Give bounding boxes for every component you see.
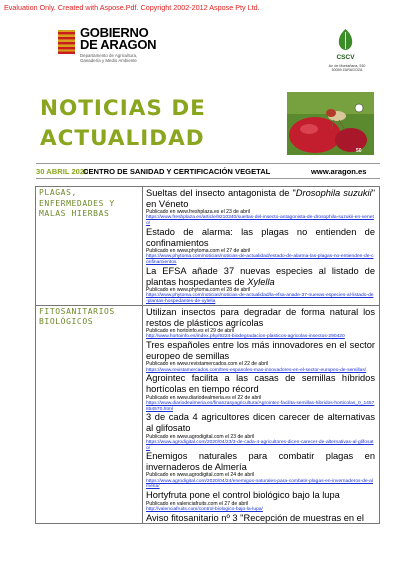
- news-item: [146, 188, 375, 227]
- evaluation-watermark: Evaluation Only. Created with Aspose.Pdf. Copyright 2002-2012 Aspose Pty Ltd.: [4, 3, 260, 12]
- aragon-crest-icon: [58, 30, 75, 54]
- news-title: Estado de alarma: las plagas no entienden de confinamientos: [146, 226, 375, 248]
- news-published: Publicado en www.freshplaza.es el 23 de abril: [146, 209, 250, 216]
- section-row-fitosanitarios: [36, 305, 380, 524]
- dateline: [36, 167, 380, 176]
- cscv-logo: [335, 28, 356, 62]
- center-address-line1: Av. de Montañana, 930: [328, 64, 366, 68]
- website-link[interactable]: www.aragon.es: [311, 167, 367, 176]
- news-link[interactable]: https://www.phytoma.com/noticias/noticias-de-actualidad/la-efsa-anade-37-nuevas-especies-al-listado-de-plantas-hospedantes-de-xylella: [146, 293, 374, 305]
- org-department-line1: Departamento de Agricultura,: [80, 53, 138, 58]
- news-table: [35, 186, 380, 524]
- divider-top: [36, 163, 380, 164]
- news-item: [146, 340, 375, 373]
- news-title: Tres españoles entre los más innovadores en el sector europeo de semillas: [146, 340, 375, 361]
- news-title: Utilizan insectos para degradar de forma natural los restos de plásticos agrícolas: [146, 306, 375, 328]
- divider-bottom: [36, 178, 380, 179]
- news-published: Publicado en www.diariodealmeria.es el 22 de abril: [146, 394, 262, 401]
- news-link[interactable]: https://www.agrodigital.com/2020/04/24/enemigos-naturales-para-combatir-plagas-en-invernaderos-de-almeria/: [146, 478, 373, 490]
- center-address: [326, 64, 368, 73]
- news-item: [146, 307, 375, 340]
- cscv-logo-text: CSCV: [336, 54, 355, 61]
- news-title: Enemigos naturales para combatir plagas en invernaderos de Almería: [146, 451, 375, 472]
- news-link[interactable]: http://valenciafruits.com/control-biologico-bajo-la-lupa/: [146, 507, 263, 513]
- news-published: Publicado en www.agrodigital.com el 23 de abril: [146, 433, 255, 440]
- news-title: 3 de cada 4 agricultores dicen carecer de alternativas al glifosato: [146, 412, 375, 433]
- news-published: Publicado en www.revistamercados.com el 22 de abril: [146, 361, 269, 368]
- issue-date: 30 ABRIL 2020: [36, 167, 89, 176]
- news-published: Publicado en hortoinfo.es el 29 de abril: [146, 328, 235, 335]
- org-department-line2: Ganadería y Medio Ambiente: [80, 58, 137, 64]
- news-item: [146, 490, 375, 513]
- section-items-fitosanitarios: [143, 305, 380, 524]
- insect-photo: [287, 92, 374, 155]
- center-name: CENTRO DE SANIDAD Y CERTIFICACIÓN VEGETAL: [83, 167, 271, 176]
- news-published: Publicado en www.phytoma.com el 27 de abril: [146, 248, 251, 255]
- news-title: La EFSA añade 37 nuevas especies al listado de plantas hospedantes de Xylella: [146, 265, 375, 287]
- section-row-plagas: [36, 187, 380, 306]
- news-item: [146, 227, 375, 266]
- news-item: [146, 451, 375, 490]
- section-category-plagas: PLAGAS, ENFERMEDADES Y MALAS HIERBAS: [36, 187, 143, 306]
- news-published: Publicado en valenciafruits.com el 27 de abril: [146, 500, 249, 507]
- news-published: Publicado en www.agrodigital.com el 24 de abril: [146, 472, 255, 479]
- news-link[interactable]: http://www.hortoinfo.es/index.php/9224-biodegradacion-plasticos-agricolas-insectos-290420: [146, 334, 345, 340]
- news-title: Agrointec facilita a las casas de semillas híbridos hortícolas en tiempo récord: [146, 373, 375, 394]
- news-title: Sueltas del insecto antagonista de "Drosophila suzukii" en Véneto: [146, 188, 375, 209]
- page-title-line1: NOTICIAS DE: [40, 96, 206, 121]
- org-name-line2: DE ARAGON: [80, 37, 157, 52]
- page-title: [40, 94, 206, 154]
- news-title: Hortyfruta pone el control biológico bajo la lupa: [146, 490, 340, 501]
- org-department: [80, 53, 137, 63]
- news-item: [146, 373, 375, 412]
- news-link[interactable]: https://www.agrodigital.com/2020/04/23/3-de-cada-4-agricultores-dicen-carecer-de-alternativas-al-glifosato/: [146, 439, 374, 451]
- section-category-fitosanitarios: FITOSANITARIOS BIOLÓGICOS: [36, 305, 143, 524]
- page-title-line2: ACTUALIDAD: [40, 126, 205, 151]
- news-link[interactable]: https://www.phytoma.com/noticias/noticias-de-actualidad/estado-de-alarma-las-plagas-no-entienden-de-confinamientos: [146, 254, 374, 266]
- news-item: [146, 412, 375, 451]
- svg-text:50: 50: [356, 148, 362, 154]
- center-address-line2: 50059 ZARAGOZA: [331, 68, 363, 73]
- news-title: Aviso fitosanitario nº 3 "Recepción de muestras en el: [146, 512, 364, 523]
- news-link[interactable]: https://www.diariodealmeria.es/finanzasyagricultura/Agrointec-facilita-semillas-hibridos-horticolas_0_1457854570.html: [146, 400, 375, 412]
- news-link[interactable]: https://www.revistamercados.com/tres-espanoles-mas-innovadores-en-el-sector-europeo-de-semillas/: [146, 367, 367, 373]
- news-link[interactable]: https://www.freshplaza.es/article/9210340/sueltas-del-insecto-antagonista-de-drosophila-suzukii-en-veneto/: [146, 215, 374, 227]
- section-items-plagas: [143, 187, 380, 306]
- news-item: [146, 513, 375, 524]
- org-name: [80, 27, 156, 51]
- org-name-line1: GOBIERNO: [80, 25, 149, 40]
- news-published: Publicado en www.phytoma.com el 28 de abril: [146, 287, 251, 294]
- news-item: [146, 266, 375, 305]
